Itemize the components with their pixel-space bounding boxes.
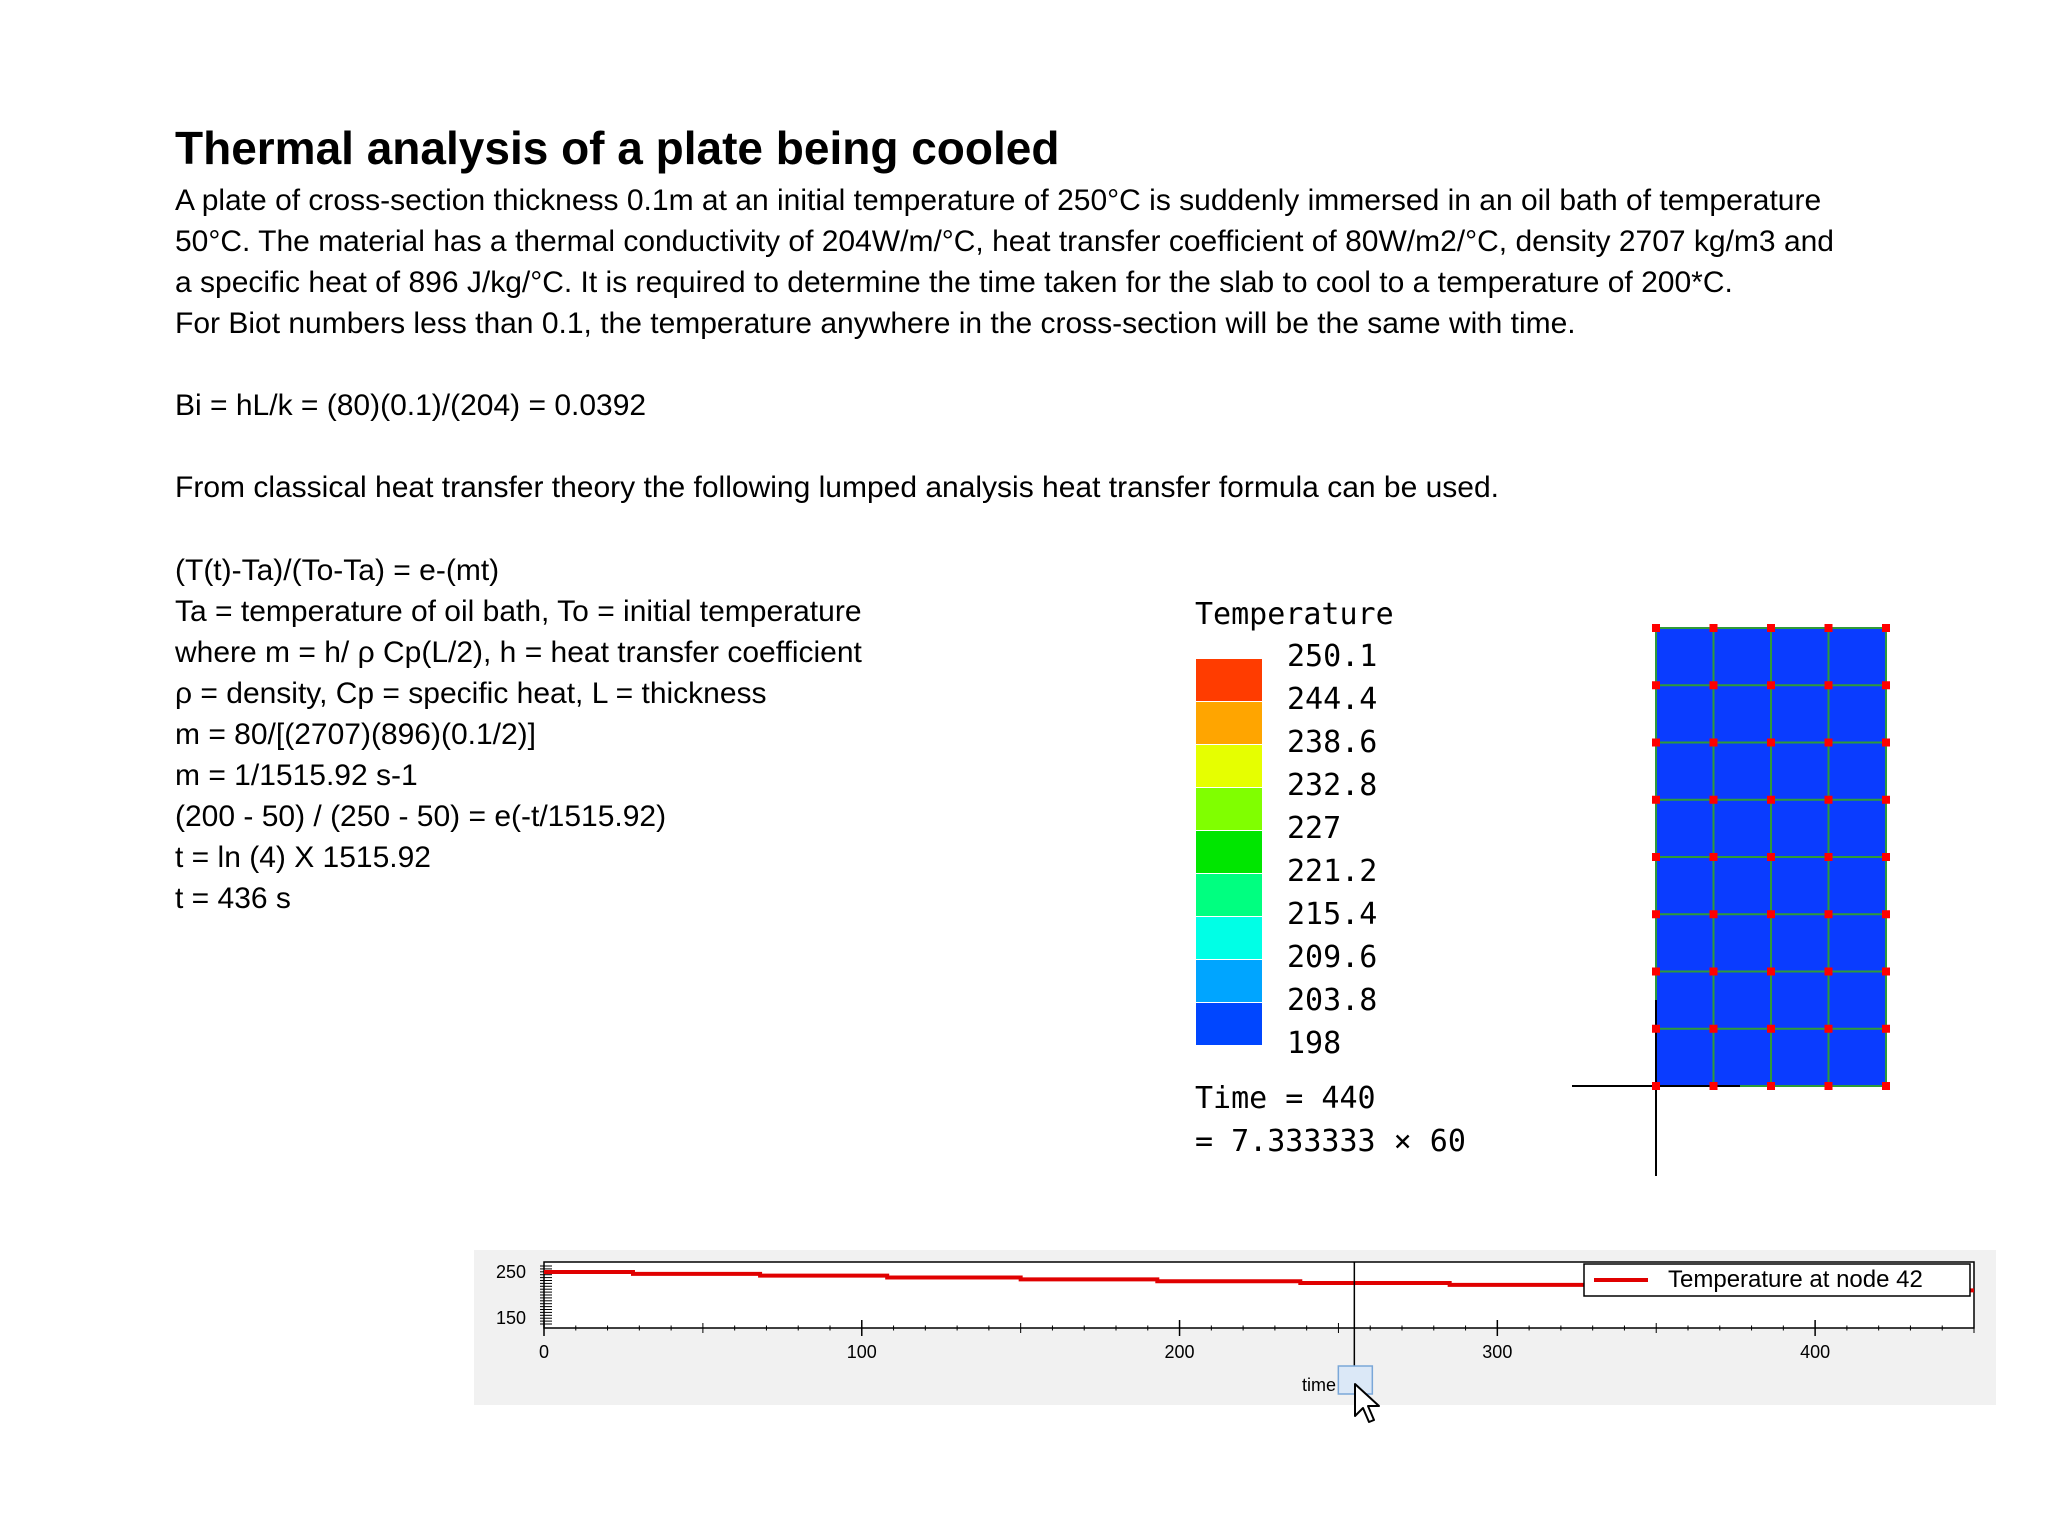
mesh-node [1652,910,1660,918]
mesh-node [1652,853,1660,861]
legend-swatch [1196,960,1262,1002]
legend-value: 227 [1287,811,1342,846]
formula-line: (200 - 50) / (250 - 50) = e(-t/1515.92) [175,800,667,833]
legend-swatch [1196,917,1262,959]
legend-value: 250.1 [1287,639,1378,674]
intro-line: A plate of cross-section thickness 0.1m at an initial temperature of 250°C is suddenly immersed in an oil bath of temperature [175,184,1822,217]
legend-value: 244.4 [1287,682,1378,717]
mesh-node [1767,1082,1775,1090]
biot-number-line: Bi = hL/k = (80)(0.1)/(204) = 0.0392 [175,389,647,422]
legend-swatch [1196,745,1262,787]
y-tick-label: 150 [495,1308,526,1328]
mesh-node [1825,968,1833,976]
mesh-node [1652,624,1660,632]
mesh-node [1825,1025,1833,1033]
mesh-node [1882,853,1890,861]
mesh-node [1710,681,1718,689]
mesh-node [1767,624,1775,632]
formula-line: t = 436 s [175,882,291,915]
mesh-node [1767,681,1775,689]
mesh-node [1825,853,1833,861]
mesh-node [1710,910,1718,918]
mesh-node [1767,796,1775,804]
legend-swatch [1196,659,1262,701]
x-tick-label: 300 [1482,1342,1513,1362]
history-plot-panel[interactable] [474,1250,1996,1405]
mesh-node [1710,1025,1718,1033]
formula-line: Ta = temperature of oil bath, To = initial temperature [175,595,862,628]
mesh-node [1652,681,1660,689]
mesh-node [1882,1082,1890,1090]
mesh-node [1710,1082,1718,1090]
temperature-history-chart[interactable] [474,1250,1996,1405]
legend-value: 209.6 [1287,940,1378,975]
time-conversion: = 7.333333 × 60 [1195,1124,1466,1159]
legend-swatch [1196,702,1262,744]
plot-area [496,1262,1974,1395]
mesh-node [1710,796,1718,804]
x-tick-label: 200 [1164,1342,1195,1362]
mesh-node [1882,739,1890,747]
mesh-node [1882,624,1890,632]
legend-swatch [1196,874,1262,916]
mesh-node [1825,739,1833,747]
legend-swatch [1196,1003,1262,1045]
mesh-node [1652,739,1660,747]
legend-value: 203.8 [1287,983,1378,1018]
mesh-node [1825,1082,1833,1090]
formula-line: ρ = density, Cp = specific heat, L = thickness [175,677,767,710]
mesh-node [1767,968,1775,976]
mesh-node [1652,968,1660,976]
mesh-node [1710,968,1718,976]
mesh-node [1825,681,1833,689]
mesh-node [1767,1025,1775,1033]
legend-value: 232.8 [1287,768,1378,803]
mesh-node [1882,1025,1890,1033]
x-tick-label: 400 [1800,1342,1831,1362]
mesh-node [1710,624,1718,632]
time-readout: Time = 440 [1195,1081,1376,1116]
intro-line: For Biot numbers less than 0.1, the temperature anywhere in the cross-section will be the same with time. [175,307,1576,340]
mesh-node [1710,853,1718,861]
intro-line: 50°C. The material has a thermal conductivity of 204W/m/°C, heat transfer coefficient of 80W/m2/°C, density 2707 kg/m3 and [175,225,1834,258]
mesh-node [1825,624,1833,632]
legend-swatch [1196,788,1262,830]
legend-value: 198 [1287,1026,1342,1061]
mesh-node [1882,910,1890,918]
mesh-node [1767,739,1775,747]
formula-line: t = ln (4) X 1515.92 [175,841,431,874]
mesh-node [1825,796,1833,804]
legend-swatch [1196,831,1262,873]
mesh-node [1710,739,1718,747]
formula-line: m = 1/1515.92 s-1 [175,759,418,792]
legend-title: Temperature [1195,597,1394,632]
legend-value: 238.6 [1287,725,1378,760]
mesh-node [1652,1025,1660,1033]
page-title: Thermal analysis of a plate being cooled [175,122,1060,174]
mesh-node [1652,796,1660,804]
mesh-node [1767,910,1775,918]
mesh-node [1825,910,1833,918]
mouse-pointer-icon [1353,1382,1385,1424]
mesh-node [1652,1082,1660,1090]
formula-line: where m = h/ ρ Cp(L/2), h = heat transfer coefficient [175,636,862,669]
legend-value: 221.2 [1287,854,1378,889]
mesh-node [1767,853,1775,861]
classical-theory-line: From classical heat transfer theory the following lumped analysis heat transfer formula can be used. [175,471,1499,504]
intro-line: a specific heat of 896 J/kg/°C. It is required to determine the time taken for the slab to cool to a temperature of 200*C. [175,266,1733,299]
mesh-node [1882,681,1890,689]
formula-line: (T(t)-Ta)/(To-Ta) = e-(mt) [175,554,500,587]
legend-series-name: Temperature at node 42 [1668,1266,1923,1293]
x-axis-label: time [1301,1375,1337,1395]
legend-value: 215.4 [1287,897,1378,932]
x-tick-label: 0 [538,1342,550,1362]
fe-mesh-view[interactable] [1560,620,1920,1180]
y-tick-label: 250 [495,1262,526,1282]
intro-paragraph [175,180,1975,344]
formula-line: m = 80/[(2707)(896)(0.1/2)] [175,718,537,751]
mesh-node [1882,968,1890,976]
x-tick-label: 100 [846,1342,877,1362]
mesh-node [1882,796,1890,804]
